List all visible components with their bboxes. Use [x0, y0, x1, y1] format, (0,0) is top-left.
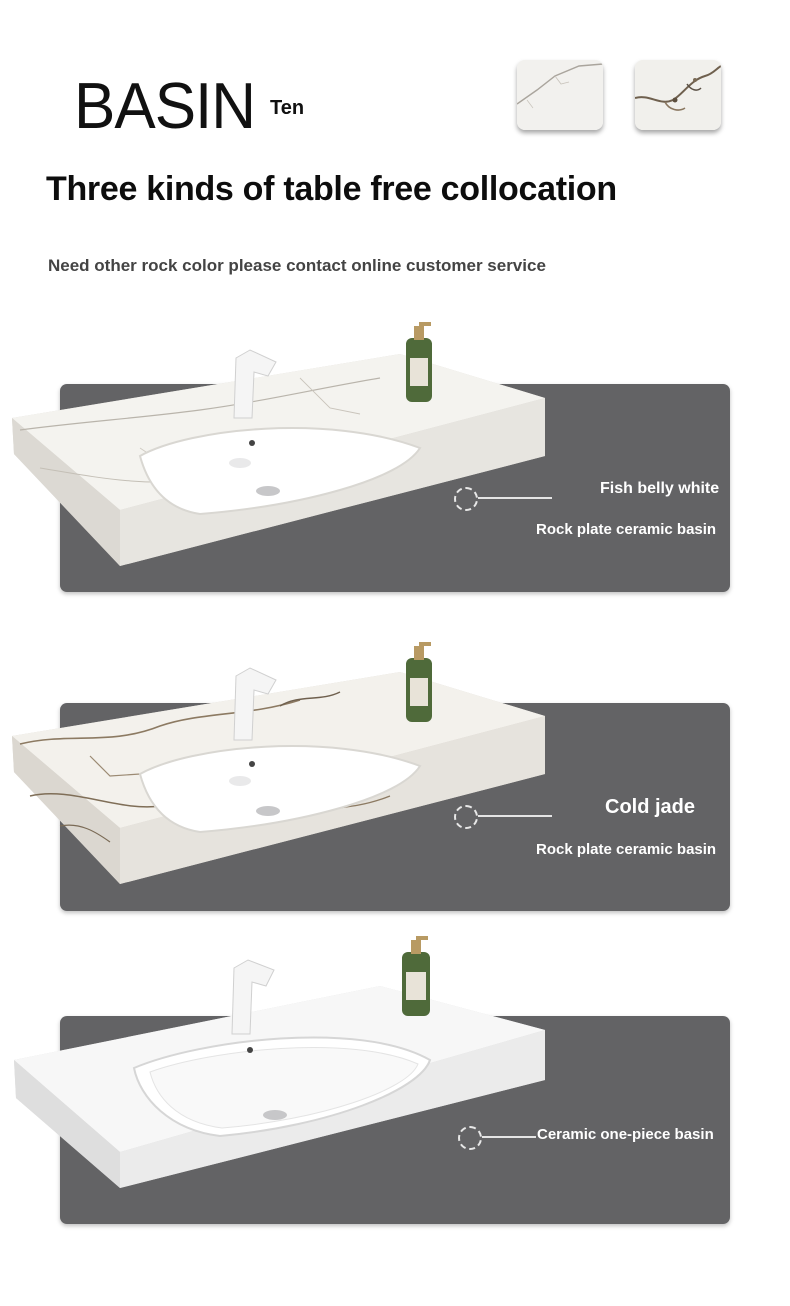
hotspot-marker-3[interactable] [458, 1126, 482, 1150]
product-desc-3: Ceramic one-piece basin [537, 1126, 714, 1143]
product-name-1: Fish belly white [600, 480, 720, 497]
hotspot-marker-2[interactable] [454, 805, 478, 829]
product-image-fish-belly-white [0, 318, 560, 588]
product-image-cold-jade [0, 636, 560, 906]
product-desc-1: Rock plate ceramic basin [536, 521, 717, 538]
callout-line-3 [482, 1136, 536, 1138]
hotspot-marker-1[interactable] [454, 487, 478, 511]
product-image-ceramic-one-piece [0, 930, 560, 1200]
product-desc-2: Rock plate ceramic basin [536, 841, 717, 858]
brand-logo: BASIN [74, 70, 256, 143]
callout-line-2 [478, 815, 552, 817]
headline: Three kinds of table free collocation [46, 170, 617, 208]
subline: Need other rock color please contact online customer service [48, 256, 546, 275]
product-name-2: Cold jade [605, 796, 696, 818]
cold-jade-swatch[interactable] [635, 60, 721, 130]
callout-line-1 [478, 497, 552, 499]
fish-belly-white-swatch[interactable] [517, 60, 603, 130]
brand-tag: Ten [270, 97, 305, 119]
